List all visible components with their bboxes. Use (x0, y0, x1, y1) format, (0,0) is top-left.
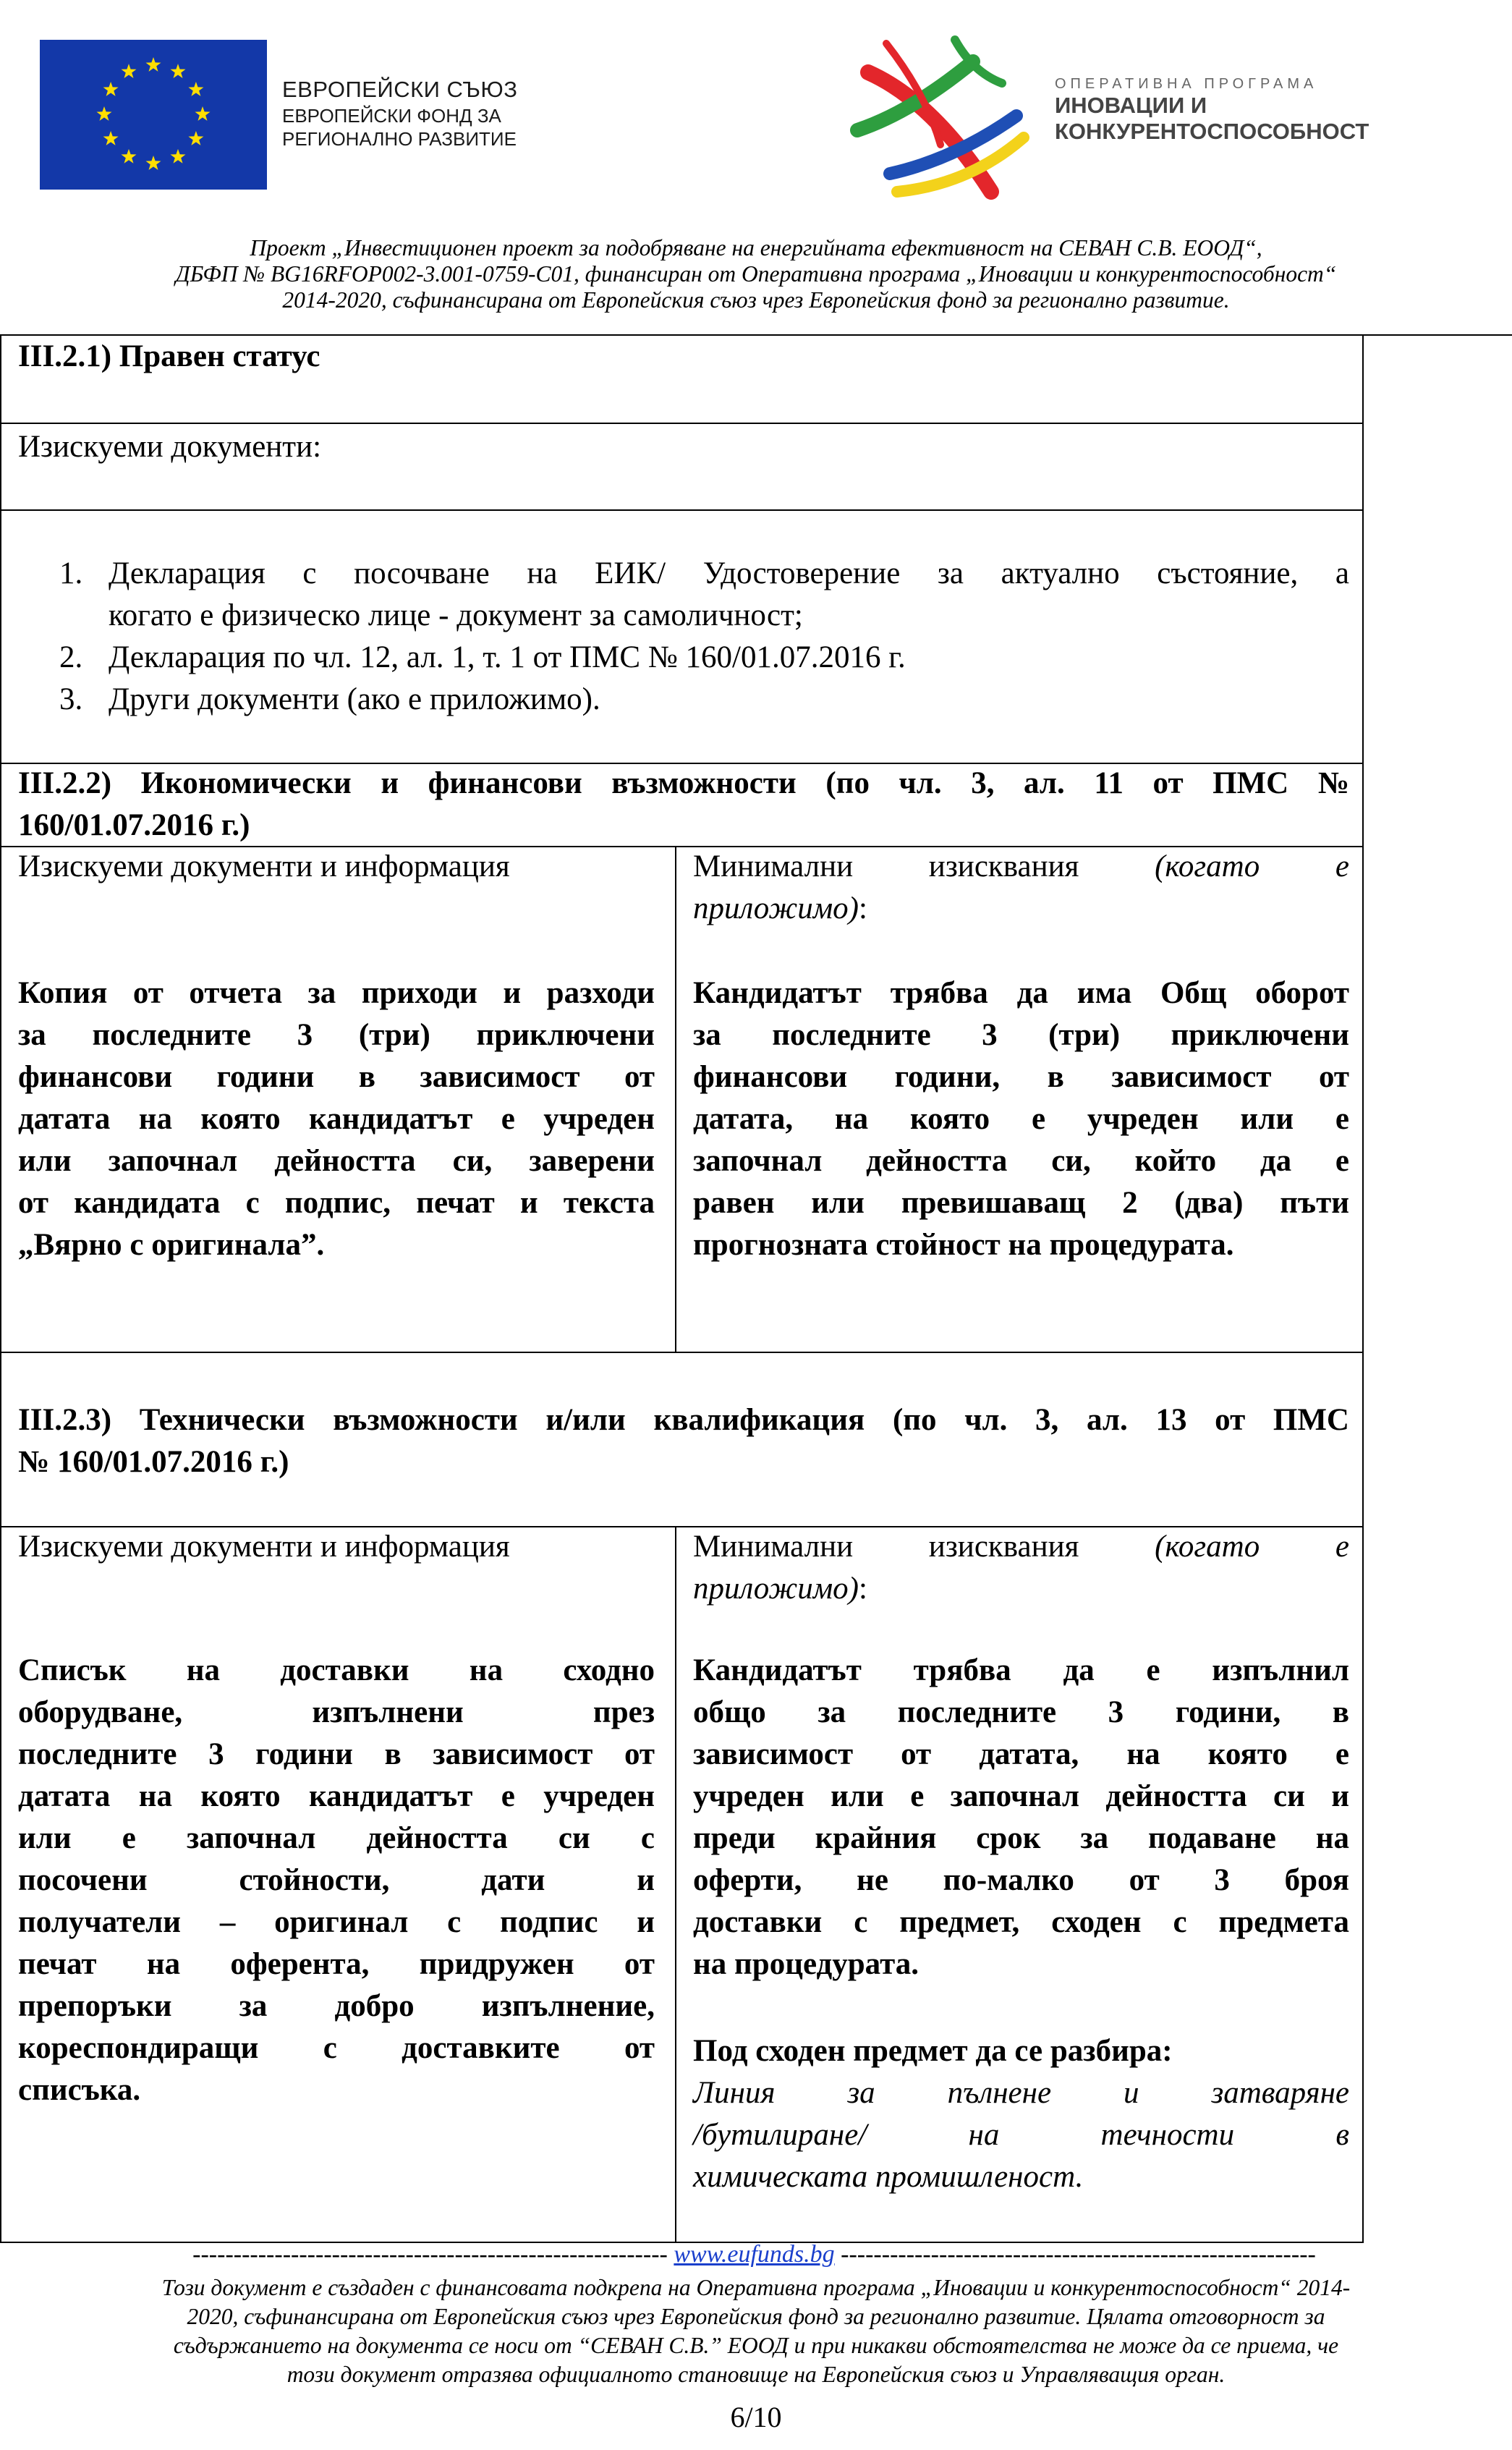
eufunds-link[interactable]: www.eufunds.bg (674, 2241, 835, 2268)
right-body-line: датата, на която е учреден или е (693, 1102, 1349, 1136)
list-item-number: 1. (59, 556, 83, 590)
footer-dashes-left: ---------------------------------------------------------- (192, 2241, 668, 2268)
similar-subject-block (693, 2030, 1349, 2198)
list-item-number: 2. (59, 640, 83, 674)
right-header-text: Минимални изисквания (693, 849, 1079, 883)
section-323-right-body (693, 1650, 1349, 1985)
section-323-left-header: Изискуеми документи и информация (18, 1530, 510, 1564)
requirements-table (0, 336, 1364, 2243)
programme-name-line2: КОНКУРЕНТОСПОСОБНОСТ (1055, 119, 1369, 144)
eu-logo-line3: РЕГИОНАЛНО РАЗВИТИЕ (282, 128, 517, 150)
project-header-line2: ДБФП № BG16RFOP002-3.001-0759-C01, финансиран от Оперативна програма „Иновации и конкурентоспособност“ (175, 261, 1337, 287)
programme-pre-label: ОПЕРАТИВНА ПРОГРАМА (1055, 76, 1318, 92)
section-321-list (0, 553, 1349, 721)
right-body-line: оферти, не по-малко от 3 броя (693, 1863, 1349, 1897)
programme-x-icon (846, 29, 1035, 203)
list-item-text: Декларация по чл. 12, ал. 1, т. 1 от ПМС № 160/01.07.2016 г. (109, 640, 906, 674)
section-323-heading-line1: III.2.3) Технически възможности и/или квалификация (по чл. 3, ал. 13 от ПМС (18, 1403, 1349, 1437)
footer-line1: Този документ е създаден с финансовата подкрепа на Оперативна програма „Иновации и конкурентоспособност“ 2014- (161, 2275, 1351, 2300)
right-body-line: равен или превишаващ 2 (два) пъти (693, 1186, 1349, 1220)
right-header-colon: : (858, 891, 867, 925)
list-item-text-line2: когато е физическо лице - документ за самоличност; (109, 598, 803, 632)
right-header-line2 (693, 1568, 1349, 1610)
left-body-line: препоръки за добро изпълнение, (18, 1989, 655, 2023)
section-322-heading-line2: 160/01.07.2016 г.) (18, 808, 250, 842)
right-body-line: зависимост от датата, на която е (693, 1737, 1349, 1771)
left-body-line: оборудване, изпълнени през (18, 1695, 655, 1729)
right-body-line: доставки с предмет, сходен с предмета (693, 1905, 1349, 1939)
right-body-line: прогнозната стойност на процедурата. (693, 1228, 1234, 1262)
left-body-line: кореспондиращи с доставките от (18, 2031, 655, 2065)
project-header (58, 235, 1454, 313)
left-body-line: датата на която кандидатът е учреден (18, 1779, 655, 1813)
right-body-line: Кандидатът трябва да е изпълнил (693, 1653, 1349, 1687)
similar-subject-line: химическата промишленост. (693, 2160, 1084, 2194)
row-rule-2 (0, 509, 1364, 511)
right-header-italic2: приложимо) (693, 1572, 859, 1606)
right-body-line: финансови години, в зависимост от (693, 1060, 1349, 1094)
section-323-left-body (18, 1650, 655, 2111)
list-item-text: Други документи (ако е приложимо). (109, 682, 600, 716)
right-body-line: за последните 3 (три) приключени (693, 1018, 1349, 1052)
right-body-line: Кандидатът трябва да има Общ оборот (693, 976, 1349, 1010)
left-body-line: финансови години в зависимост от (18, 1060, 655, 1094)
list-item (0, 637, 1349, 679)
page-number: 6/10 (730, 2401, 782, 2433)
similar-subject-line: /бутилиране/ на течности в (693, 2118, 1349, 2152)
left-body-line: списъка. (18, 2073, 141, 2107)
left-body-line: получатели – оригинал с подпис и (18, 1905, 655, 1939)
section-322-right-body (693, 972, 1349, 1266)
right-header-italic1: (когато е (1155, 849, 1349, 883)
left-body-line: последните 3 години в зависимост от (18, 1737, 655, 1771)
left-body-line: Копия от отчета за приходи и разходи (18, 976, 655, 1010)
project-header-line1: Проект „Инвестиционен проект за подобряване на енергийната ефективност на СЕВАН С.В. ЕООД“, (250, 235, 1262, 260)
right-header-line1 (693, 1526, 1349, 1568)
programme-logo-text (1055, 76, 1460, 145)
footer-line4: този документ отразява официалното становище на Европейския съюз и Управляващия орган. (286, 2362, 1226, 2387)
section-323-right-header (693, 1526, 1349, 1610)
eu-logo-line1: ЕВРОПЕЙСКИ СЪЮЗ (282, 77, 518, 102)
right-body-line: общо за последните 3 години, в (693, 1695, 1349, 1729)
right-body-line: на процедурата. (693, 1947, 919, 1981)
left-body-line: „Вярно с оригинала”. (18, 1228, 325, 1262)
project-header-line3: 2014-2020, съфинансирана от Европейския съюз чрез Европейския фонд за регионално развитие. (282, 287, 1230, 313)
eu-logo-text (282, 78, 543, 151)
list-item-number: 3. (59, 682, 83, 716)
right-header-line2 (693, 888, 1349, 930)
right-header-italic2: приложимо) (693, 891, 859, 925)
section-322-right-header (693, 846, 1349, 930)
list-item (0, 553, 1349, 637)
list-item-text-line1: Декларация с посочване на ЕИК/ Удостоверение за актуално състояние, а (109, 556, 1349, 590)
right-body-line: преди крайния срок за подаване на (693, 1821, 1349, 1855)
similar-subject-line: Линия за пълнене и затваряне (693, 2076, 1349, 2110)
table-column-divider-2 (675, 1527, 676, 2243)
row-rule-1 (0, 423, 1364, 424)
section-323-heading-line2: № 160/01.07.2016 г.) (18, 1445, 289, 1479)
section-323-heading (18, 1399, 1349, 1483)
left-body-line: датата на която кандидатът е учреден (18, 1102, 655, 1136)
eu-logo-line2: ЕВРОПЕЙСКИ ФОНД ЗА (282, 105, 501, 127)
eu-stars-icon (40, 40, 267, 190)
left-body-line: Списък на доставки на сходно (18, 1653, 655, 1687)
left-body-line: или започнал дейността си, заверени (18, 1144, 655, 1178)
right-body-line: учреден или е започнал дейността си и (693, 1779, 1349, 1813)
left-body-line: от кандидата с подпис, печат и текста (18, 1186, 655, 1220)
table-border-right (1362, 336, 1364, 2243)
row-rule-5 (0, 1352, 1364, 1353)
section-321-heading: III.2.1) Правен статус (18, 339, 320, 373)
left-body-line: или е започнал дейността си с (18, 1821, 655, 1855)
left-body-line: посочени стойности, дати и (18, 1863, 655, 1897)
programme-logo-mark (846, 29, 1035, 203)
list-item (0, 679, 1349, 721)
section-322-heading-line1: III.2.2) Икономически и финансови възможности (по чл. 3, ал. 11 от ПМС № (18, 766, 1349, 800)
section-321-subheading: Изискуеми документи: (18, 430, 322, 464)
section-322-left-body (18, 972, 655, 1266)
footer-link-row (36, 2240, 1472, 2269)
right-header-text: Минимални изисквания (693, 1530, 1079, 1564)
table-column-divider-1 (675, 847, 676, 1352)
right-body-line: започнал дейността си, който да е (693, 1144, 1349, 1178)
similar-subject-heading: Под сходен предмет да се разбира: (693, 2034, 1173, 2068)
eu-flag-logo (40, 40, 267, 190)
left-body-line: печат на оферента, придружен от (18, 1947, 655, 1981)
right-header-italic1: (когато е (1155, 1530, 1349, 1564)
programme-name-line1: ИНОВАЦИИ И (1055, 93, 1207, 118)
section-322-left-header: Изискуеми документи и информация (18, 849, 510, 883)
footer-line2: 2020, съфинансирана от Европейския съюз чрез Европейския фонд за регионално развитие. Цялата отговорност за (187, 2304, 1325, 2329)
right-header-line1 (693, 846, 1349, 888)
right-header-colon: : (858, 1572, 867, 1606)
left-body-line: за последните 3 (три) приключени (18, 1018, 655, 1052)
footer-dashes-right: ---------------------------------------------------------- (841, 2241, 1316, 2268)
footer-disclaimer (33, 2273, 1479, 2389)
section-322-heading (18, 763, 1349, 847)
footer-line3: съдържанието на документа се носи от “СЕВАН С.В.” ЕООД и при никакви обстоятелства не може да се приема, че (173, 2333, 1339, 2358)
